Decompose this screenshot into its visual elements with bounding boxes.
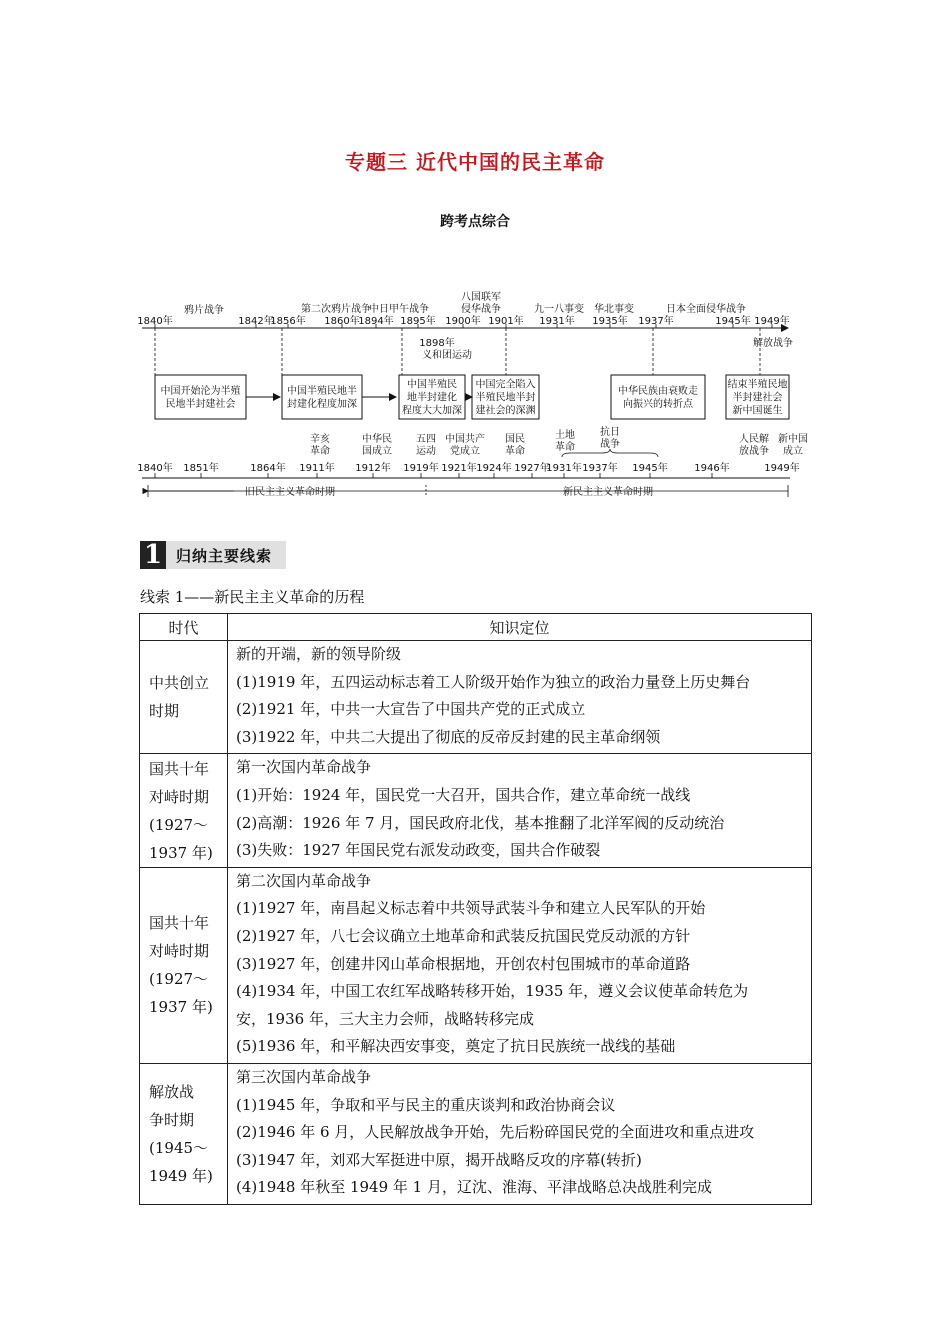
era-line: 1937 年) xyxy=(149,998,213,1017)
event-box-text: 中国半殖民地半 xyxy=(287,386,357,397)
mid-year-label: 1898年 xyxy=(419,338,455,349)
event-box-text: 中国开始沦为半殖 xyxy=(160,386,241,397)
table-row xyxy=(140,1063,812,1204)
event-box-text: 建社会的深渊 xyxy=(475,405,536,417)
era-line: 对峙时期 xyxy=(149,942,210,961)
bottom-year-label: 1924年 xyxy=(476,463,512,474)
knowledge-item: (3)1947 年，刘邓大军挺进中原，揭开战略反攻的序幕(转折) xyxy=(236,1150,642,1169)
bottom-year-label: 1919年 xyxy=(403,463,439,474)
bottom-event-label: 运动 xyxy=(416,446,436,457)
event-box-text: 向振兴的转折点 xyxy=(623,399,693,410)
bottom-year-label: 1912年 xyxy=(355,463,391,474)
page-subtitle: 跨考点综合 xyxy=(440,214,510,230)
bottom-event-label: 革命 xyxy=(505,446,525,457)
top-year-label: 1842年 xyxy=(238,316,274,327)
bottom-event-label: 国民 xyxy=(505,434,525,445)
bottom-event-label: 放战争 xyxy=(739,446,769,457)
knowledge-cell xyxy=(228,867,812,1063)
event-box xyxy=(155,375,246,419)
bottom-year-label: 1840年 xyxy=(137,463,173,474)
era-line: 解放战 xyxy=(149,1082,195,1101)
era-cell xyxy=(140,1063,228,1204)
top-event-label: 华北事变 xyxy=(594,304,634,315)
mid-event-label: 解放战争 xyxy=(753,338,793,349)
event-box-text: 半殖民地半封 xyxy=(475,392,536,404)
top-year-label: 1935年 xyxy=(592,316,628,327)
top-event-label: 八国联军 xyxy=(461,292,501,303)
top-event-label: 九一八事变 xyxy=(534,304,584,315)
bottom-event-label: 党成立 xyxy=(450,446,480,457)
knowledge-item: 安，1936 年，三大主力会师，战略转移完成 xyxy=(236,1009,534,1028)
period-new: 新民主主义革命时期 xyxy=(563,487,653,498)
bottom-event-label: 革命 xyxy=(310,446,330,457)
top-year-label: 1901年 xyxy=(488,316,524,327)
page-title: 专题三 近代中国的民主革命 xyxy=(345,150,605,174)
top-year-label: 1894年 xyxy=(358,316,394,327)
era-line: 国共十年 xyxy=(149,759,210,778)
bottom-year-label: 1946年 xyxy=(694,463,730,474)
event-box-text: 民地半封建社会 xyxy=(165,399,236,410)
bottom-year-label: 1921年 xyxy=(441,463,477,474)
knowledge-table xyxy=(139,613,812,1205)
event-box xyxy=(611,375,705,419)
event-box-text: 中华民族由衰败走 xyxy=(618,386,698,397)
top-year-label: 1840年 xyxy=(137,316,173,327)
top-year-label: 1937年 xyxy=(638,316,674,327)
knowledge-item: (2)1927 年，八七会议确立土地革命和武装反抗国民党反动派的方针 xyxy=(236,926,691,945)
event-box-text: 中国半殖民 xyxy=(407,379,457,391)
bottom-event-label: 新中国 xyxy=(778,434,808,445)
event-box-text: 新中国诞生 xyxy=(732,405,783,417)
event-box-text: 地半封建化 xyxy=(407,392,457,404)
era-line: 1949 年) xyxy=(149,1166,213,1185)
top-event-label: 日本全面侵华战争 xyxy=(666,304,746,315)
era-line: 中共创立 xyxy=(149,674,210,693)
bottom-year-label: 1949年 xyxy=(764,463,800,474)
bottom-event-label: 五四 xyxy=(416,434,436,445)
era-line: (1945～ xyxy=(149,1138,209,1157)
timeline-diagram xyxy=(137,285,808,510)
knowledge-item: (1)开始：1924 年，国民党一大召开，国共合作，建立革命统一战线 xyxy=(236,785,691,804)
bottom-event-label: 抗日 xyxy=(600,427,620,438)
bottom-event-label: 中华民 xyxy=(362,434,392,445)
section-header xyxy=(140,541,286,569)
knowledge-heading: 新的开端，新的领导阶级 xyxy=(236,645,402,663)
top-year-label: 1949年 xyxy=(754,316,790,327)
bottom-event-label: 人民解 xyxy=(739,434,769,445)
knowledge-item: (4)1934 年，中国工农红军战略转移开始，1935 年，遵义会议使革命转危为 xyxy=(236,982,749,1001)
event-box-text: 程度大大加深 xyxy=(402,405,462,417)
knowledge-cell xyxy=(228,1063,812,1204)
era-line: 国共十年 xyxy=(149,914,210,933)
top-year-label: 1945年 xyxy=(715,316,751,327)
era-line: 时期 xyxy=(149,702,180,721)
era-cell xyxy=(140,867,228,1063)
knowledge-item: (3)1922 年，中共二大提出了彻底的反帝反封建的民主革命纲领 xyxy=(236,727,661,746)
knowledge-cell xyxy=(228,754,812,867)
top-year-label: 1856年 xyxy=(270,316,306,327)
bottom-event-label: 辛亥 xyxy=(310,434,330,445)
top-year-label: 1900年 xyxy=(445,316,481,327)
event-box-text: 封建化程度加深 xyxy=(287,399,357,410)
knowledge-item: (3)1927 年，创建井冈山革命根据地，开创农村包围城市的革命道路 xyxy=(236,954,691,973)
bottom-event-label: 成立 xyxy=(783,446,803,457)
top-event-label: 第二次鸦片战争 xyxy=(301,304,371,315)
clue-title: 线索 1——新民主主义革命的历程 xyxy=(140,588,365,606)
bottom-year-label: 1927年 xyxy=(514,463,550,474)
top-year-label: 1931年 xyxy=(539,316,575,327)
top-event-label: 侵华战争 xyxy=(461,304,501,315)
knowledge-cell xyxy=(228,641,812,754)
bottom-year-label: 1851年 xyxy=(183,463,219,474)
bottom-year-label: 1937年 xyxy=(582,463,618,474)
knowledge-item: (3)失败：1927 年国民党右派发动政变，国共合作破裂 xyxy=(236,841,601,860)
top-year-label: 1895年 xyxy=(400,316,436,327)
era-line: 争时期 xyxy=(149,1110,195,1129)
knowledge-heading: 第三次国内革命战争 xyxy=(236,1067,372,1086)
header-era: 时代 xyxy=(140,614,228,641)
bottom-event-label: 土地 xyxy=(555,430,575,441)
bottom-event-label: 国成立 xyxy=(362,446,392,457)
knowledge-item: (2)1921 年，中共一大宣告了中国共产党的正式成立 xyxy=(236,700,586,719)
knowledge-item: (5)1936 年，和平解决西安事变，奠定了抗日民族统一战线的基础 xyxy=(236,1037,676,1056)
bottom-event-label: 中国共产 xyxy=(445,434,485,445)
top-year-label: 1860年 xyxy=(324,316,360,327)
period-old: 旧民主主义革命时期 xyxy=(245,487,335,498)
event-box-text: 中国完全陷入 xyxy=(475,379,536,391)
mid-event-label: 义和团运动 xyxy=(422,350,472,361)
knowledge-item: (1)1945 年，争取和平与民主的重庆谈判和政治协商会议 xyxy=(236,1095,616,1114)
knowledge-heading: 第二次国内革命战争 xyxy=(236,871,372,890)
section-number: 1 xyxy=(140,541,166,569)
event-box xyxy=(282,375,362,419)
top-event-label: 中日甲午战争 xyxy=(369,304,429,315)
era-cell xyxy=(140,754,228,867)
knowledge-item: (2)高潮：1926 年 7 月，国民政府北伐，基本推翻了北洋军阀的反动统治 xyxy=(236,813,725,832)
knowledge-item: (4)1948 年秋至 1949 年 1 月，辽沈、淮海、平津战略总决战胜利完成 xyxy=(236,1178,712,1197)
top-event-label: 鸦片战争 xyxy=(184,305,224,316)
header-knowledge: 知识定位 xyxy=(228,614,812,641)
knowledge-item: (2)1946 年 6 月，人民解放战争开始，先后粉碎国民党的全面进攻和重点进攻 xyxy=(236,1123,755,1142)
table-row xyxy=(140,754,812,867)
bottom-year-label: 1911年 xyxy=(299,463,335,474)
knowledge-heading: 第一次国内革命战争 xyxy=(236,758,372,777)
knowledge-item: (1)1919 年，五四运动标志着工人阶级开始作为独立的政治力量登上历史舞台 xyxy=(236,672,751,691)
table-row xyxy=(140,641,812,754)
era-cell xyxy=(140,641,228,754)
era-line: (1927～ xyxy=(149,970,209,989)
era-line: 对峙时期 xyxy=(149,787,210,806)
bottom-event-label: 革命 xyxy=(555,442,575,453)
era-line: 1937 年) xyxy=(149,843,213,862)
era-line: (1927～ xyxy=(149,815,209,834)
bottom-event-label: 战争 xyxy=(600,439,620,450)
table-row xyxy=(140,867,812,1063)
section-label: 归纳主要线索 xyxy=(166,541,286,569)
bottom-year-label: 1864年 xyxy=(250,463,286,474)
table-header-row xyxy=(140,614,812,641)
bottom-year-label: 1931年 xyxy=(546,463,582,474)
bottom-year-label: 1945年 xyxy=(632,463,668,474)
event-box-text: 半封建社会 xyxy=(732,392,783,404)
event-box-text: 结束半殖民地 xyxy=(727,379,788,391)
knowledge-item: (1)1927 年，南昌起义标志着中共领导武装斗争和建立人民军队的开始 xyxy=(236,899,706,918)
